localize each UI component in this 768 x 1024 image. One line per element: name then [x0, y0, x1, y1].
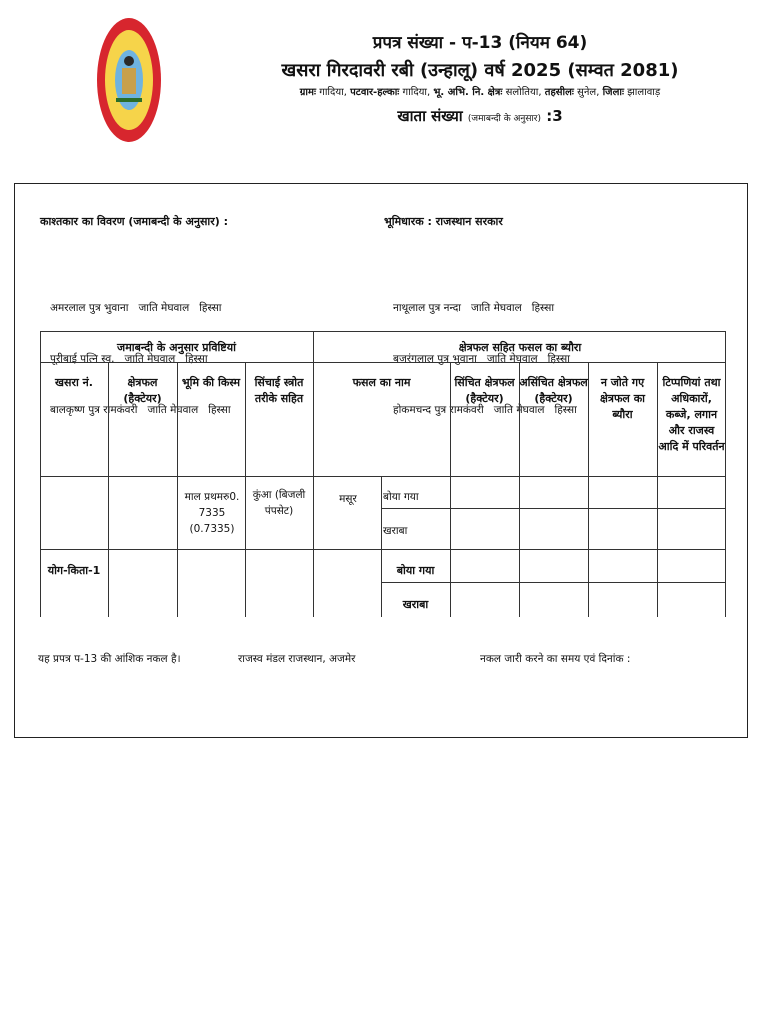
bhumidharak-label: भूमिधारक : राजस्थान सरकार [384, 215, 503, 228]
document-header [0, 0, 768, 180]
col-irrigated-area: सिंचित क्षेत्रफल (हैक्टेयर) [454, 376, 515, 405]
col-unirrigated-area: असिंचित क्षेत्रफल (हैक्टेयर) [519, 376, 588, 405]
col-remarks: टिप्पणियां तथा अधिकारों, कब्जे, लगान और राजस्व आदि में परिवर्तन [658, 376, 725, 453]
cultivator-name: पूरीबाई पत्नि स्व. जाति मेघवाल हिस्सा [50, 353, 208, 365]
form-number-title: प्रपत्र संख्या - प-13 (नियम 64) [372, 33, 588, 53]
col-uncultivated-area: न जोते गए क्षेत्रफल का ब्यौरा [599, 376, 646, 421]
revenue-board-seal-logo [96, 16, 162, 144]
copy-issue-time: नकल जारी करने का समय एवं दिनांक : [480, 653, 631, 665]
col-crop-name: फसल का नाम [352, 376, 411, 389]
cultivator-name: नाथूलाल पुत्र नन्दा जाति मेघवाल हिस्सा [393, 302, 555, 314]
cultivator-name: बजरंगलाल पुत्र भुवाना जाति मेघवाल हिस्सा [393, 353, 570, 365]
khasra-girdawari-title: खसरा गिरदावरी रबी (उन्हालू) वर्ष 2025 (सम्वत 2081) [281, 60, 679, 81]
khata-line [200, 106, 760, 126]
zila-label: जिलाः [602, 87, 624, 98]
group-header-jamabandi: जमाबन्दी के अनुसार प्रविष्टियां [117, 341, 236, 354]
cultivator-name: होकमचन्द पुत्र रामकंवरी जाति मेघवाल हिस्सा [393, 404, 577, 416]
patwar-label: पटवार-हल्काः [350, 87, 400, 98]
cultivator-name: अमरलाल पुत्र भुवाना जाति मेघवाल हिस्सा [50, 302, 222, 314]
gram-value: गादिया, [319, 87, 347, 98]
col-land-type: भूमि की किस्म [181, 376, 241, 389]
khata-value: :3 [546, 107, 563, 125]
bhu-label: भू. अभि. नि. क्षेत्रः [433, 87, 503, 98]
row-irrigation-value: कुंआ (बिजली पंपसेट) [252, 489, 306, 517]
group-header-fasal: क्षेत्रफल सहित फसल का ब्यौरा [458, 341, 582, 354]
row-sown-label: बोया गया [383, 491, 419, 503]
kashtkar-label: काश्तकार का विवरण (जमाबन्दी के अनुसार) : [40, 215, 228, 228]
zila-value: झालावाड़ [627, 87, 661, 98]
tehsil-label: तहसीलः [544, 87, 574, 98]
total-label: योग-किता-1 [47, 564, 101, 577]
tehsil-value: सुनेल, [577, 87, 600, 98]
khata-label: खाता संख्या [397, 107, 463, 125]
row-crop-value: मसूर [339, 493, 357, 505]
gram-label: ग्रामः [299, 87, 317, 98]
location-line [200, 84, 760, 98]
col-khasra-no: खसरा नं. [55, 376, 93, 389]
patwar-value: गादिया, [402, 87, 431, 98]
cultivator-name: बालकृष्ण पुत्र रामकंवरी जाति मेघवाल हिस्सा [50, 404, 231, 416]
total-sown-label: बोया गया [396, 564, 435, 577]
row-damaged-label: खराबा [383, 525, 408, 537]
khata-note: (जमाबन्दी के अनुसार) [467, 114, 541, 124]
girdawari-table [40, 331, 726, 617]
total-damaged-label: खराबा [402, 598, 429, 611]
col-irrigation-source: सिंचाई स्त्रोत तरीके सहित [254, 376, 304, 405]
row-land-type-value: माल प्रथमरु0. 7335 (0.7335) [184, 491, 240, 535]
col-area: क्षेत्रफल (हैक्टेयर) [123, 376, 162, 405]
issuing-authority: राजस्व मंडल राजस्थान, अजमेर [238, 653, 356, 665]
partial-copy-note: यह प्रपत्र प-13 की आंशिक नकल है। [38, 653, 181, 665]
bhu-value: सलोतिया, [505, 87, 542, 98]
